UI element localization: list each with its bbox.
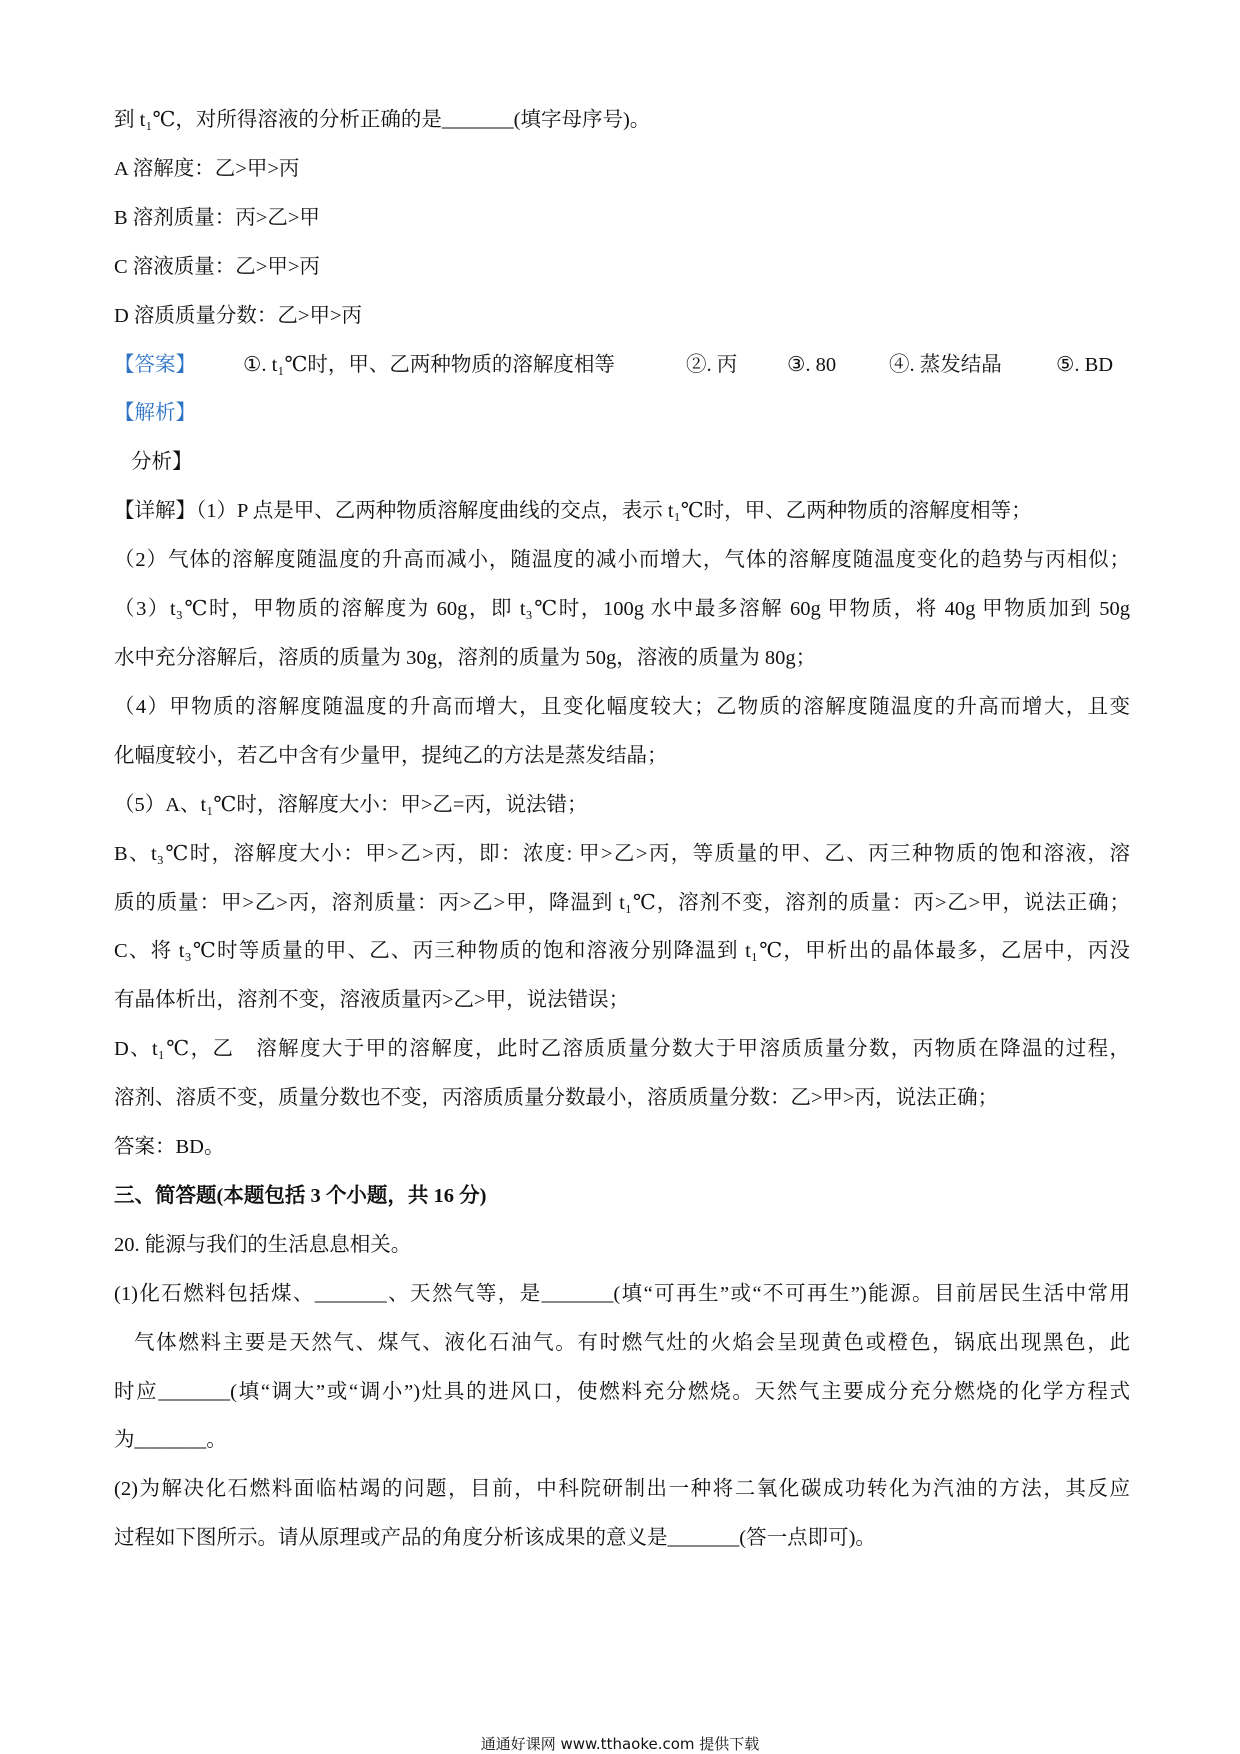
answer-item-2: ②. 丙 (686, 353, 738, 376)
answer-line (114, 341, 1130, 390)
question-20-stem: 20. 能源与我们的生活息息相关。 (114, 1233, 412, 1256)
explanation-line: 有晶体析出，溶剂不变，溶液质量丙>乙>甲，说法错误； (114, 989, 630, 1012)
final-answer: 答案：BD。 (114, 1136, 225, 1159)
page-body (114, 96, 1130, 1563)
explanation-line: 溶剂、溶质不变，质量分数也不变，丙溶质质量分数最小，溶质质量分数：乙>甲>丙，说法正确； (114, 1087, 999, 1110)
option-a: A 溶解度：乙>甲>丙 (114, 157, 300, 180)
explanation-label: 【解析】 (114, 402, 196, 425)
question-20-part1-line: 为_______。 (114, 1429, 227, 1452)
answer-item-4: ④. 蒸发结晶 (889, 353, 1002, 376)
explanation-line: B、t₃℃时，溶解度大小：甲>乙>丙，即：浓度: 甲>乙>丙，等质量的甲、乙、丙三种物质的饱和溶液，溶 (114, 842, 1130, 865)
question-20-part1-line: (1)化石燃料包括煤、_______、天然气等，是_______(填“可再生”或“不可再生”)能源。目前居民生活中常用 (114, 1282, 1130, 1305)
option-b: B 溶剂质量：丙>乙>甲 (114, 206, 320, 229)
explanation-line: （2）气体的溶解度随温度的升高而减小，随温度的减小而增大，气体的溶解度随温度变化的趋势与丙相似； (114, 549, 1130, 572)
question-20-part2-line: 过程如下图所示。请从原理或产品的角度分析该成果的意义是_______(答一点即可)。 (114, 1527, 876, 1550)
option-c: C 溶液质量：乙>甲>丙 (114, 255, 320, 278)
question-20-part1-line: 时应_______(填“调大”或“调小”)灶具的进风口，使燃料充分燃烧。天然气主要成分充分燃烧的化学方程式 (114, 1380, 1130, 1403)
explanation-line: 质的质量：甲>乙>丙，溶剂质量：丙>乙>甲，降温到 t₁℃，溶剂不变，溶剂的质量：丙>乙>甲，说法正确； (114, 891, 1130, 914)
answer-item-5: ⑤. BD (1056, 353, 1114, 376)
answer-item-3: ③. 80 (787, 353, 837, 376)
answer-label: 【答案】 (114, 353, 196, 376)
question-stem-tail: 到 t₁℃，对所得溶液的分析正确的是_______(填字母序号)。 (114, 109, 651, 131)
explanation-line: 水中充分溶解后，溶质的质量为 30g，溶剂的质量为 50g，溶液的质量为 80g； (114, 646, 817, 669)
section-heading: 三、简答题(本题包括 3 个小题，共 16 分) (114, 1184, 487, 1207)
explanation-line: （5）A、t₁℃时，溶解度大小：甲>乙=丙，说法错； (114, 793, 588, 816)
question-20-part2-line: (2)为解决化石燃料面临枯竭的问题，目前，中科院研制出一种将二氧化碳成功转化为汽油的方法，其反应 (114, 1478, 1130, 1501)
explanation-line: D、t₁℃，乙 溶解度大于甲的溶解度，此时乙溶质质量分数大于甲溶质质量分数，丙物质在降温的过程， (114, 1038, 1130, 1061)
explanation-line: 化幅度较小，若乙中含有少量甲，提纯乙的方法是蒸发结晶； (114, 744, 668, 767)
explanation-line: （3）t₃℃时，甲物质的溶解度为 60g，即 t₃℃时，100g 水中最多溶解 60g 甲物质，将 40g 甲物质加到 50g (114, 598, 1130, 621)
analysis-heading: 分析】 (131, 451, 193, 474)
explanation-line: （4）甲物质的溶解度随温度的升高而增大，且变化幅度较大；乙物质的溶解度随温度的升高而增大，且变 (114, 695, 1130, 718)
footer-watermark: 通通好课网 www.tthaoke.com 提供下载 (480, 1735, 760, 1753)
explanation-line: C、将 t₃℃时等质量的甲、乙、丙三种物质的饱和溶液分别降温到 t₁℃，甲析出的晶体最多，乙居中，丙没 (114, 940, 1130, 963)
answer-item-1: ①. t₁℃时，甲、乙两种物质的溶解度相等 (243, 353, 615, 376)
question-20-part1-line: 气体燃料主要是天然气、煤气、液化石油气。有时燃气灶的火焰会呈现黄色或橙色，锅底出现黑色，此 (134, 1331, 1130, 1354)
option-d: D 溶质质量分数：乙>甲>丙 (114, 304, 363, 327)
explanation-line: 【详解】（1）P 点是甲、乙两种物质溶解度曲线的交点，表示 t₁℃时，甲、乙两种物质的溶解度相等； (114, 500, 1032, 523)
